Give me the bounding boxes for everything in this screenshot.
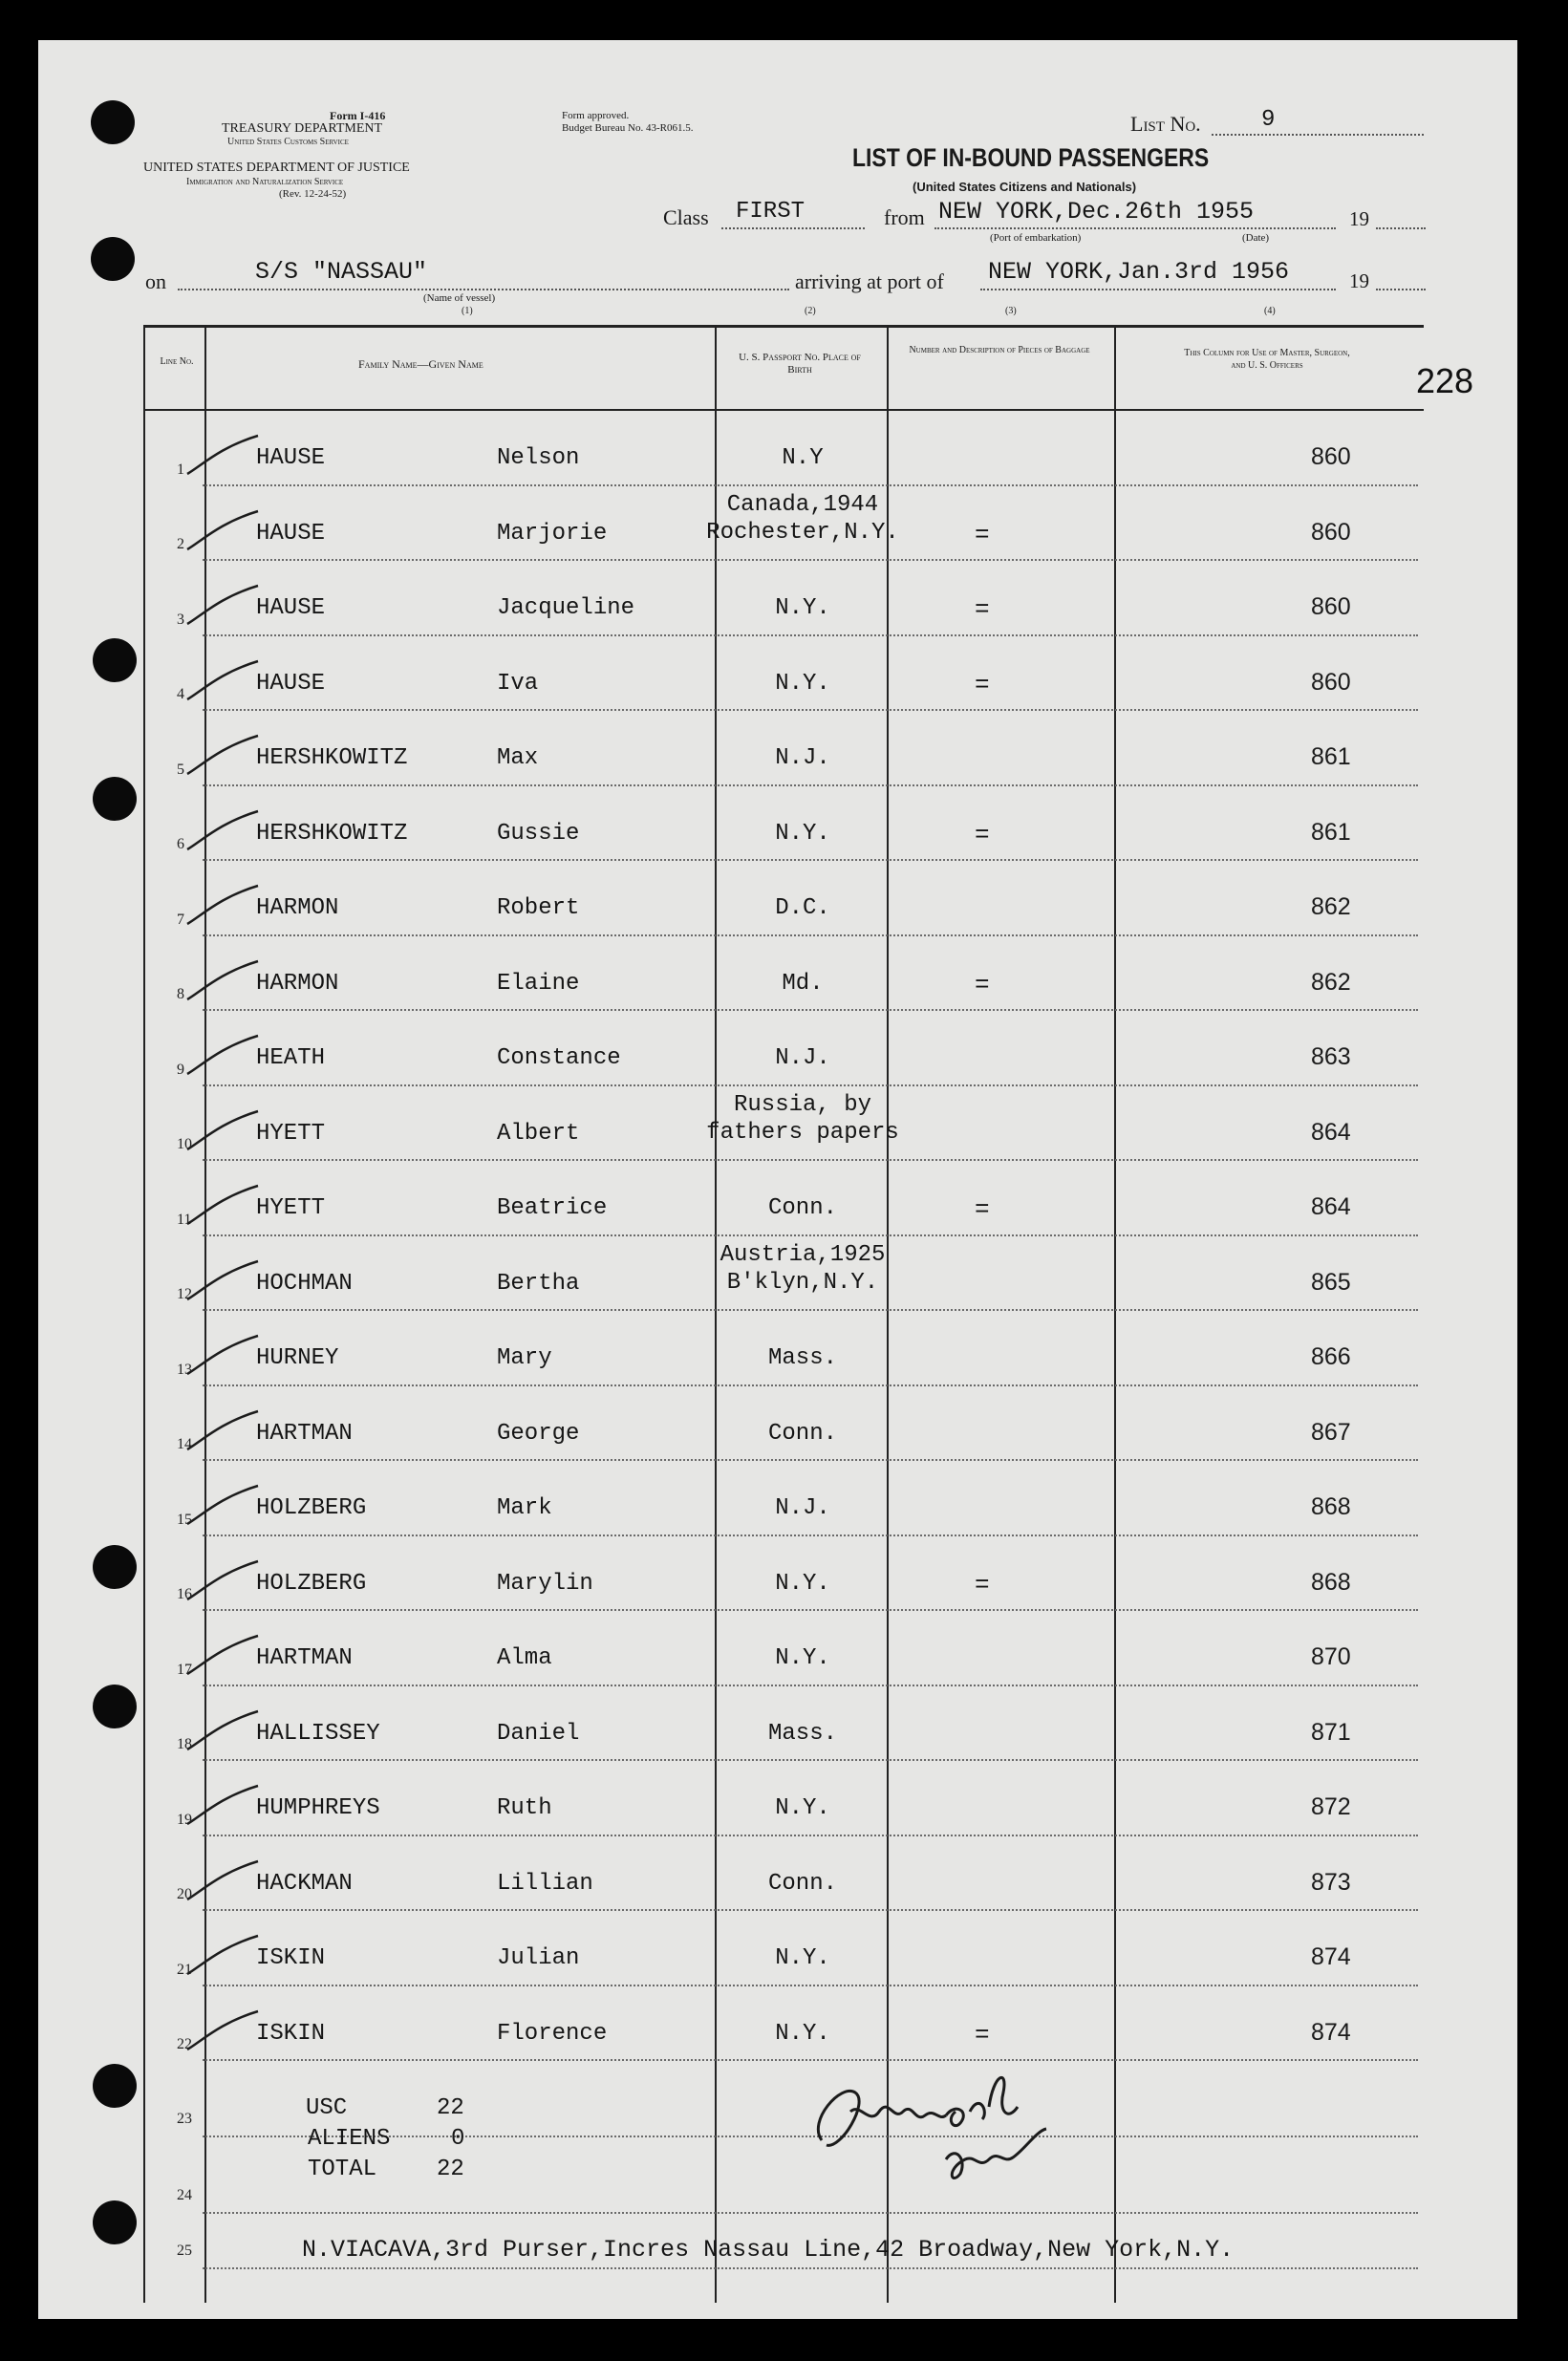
check-mark-icon [182,654,268,711]
baggage-ditto: = [975,670,990,699]
revision: (Rev. 12-24-52) [279,188,347,200]
check-mark-icon [182,1404,268,1461]
officer-code: 871 [1311,1718,1351,1746]
line-number: 24 [177,2187,192,2203]
col3-num: (3) [1005,306,1017,316]
column-divider-passport [887,328,889,2303]
row-divider [203,1685,1418,1686]
check-mark-icon [182,2004,268,2061]
family-name: HARMON [256,895,339,921]
officer-code: 865 [1311,1268,1351,1296]
usc-count: 22 [437,2095,464,2121]
baggage-ditto: = [975,970,990,999]
line-number: 25 [177,2243,192,2259]
family-name: HOLZBERG [256,1570,367,1597]
place-of-birth: Conn. [767,1870,837,1897]
given-name: George [497,1420,580,1447]
baggage-ditto: = [975,520,990,549]
given-name: Mark [497,1495,552,1521]
row-divider [203,2267,1418,2269]
baggage-ditto: = [975,1570,990,1599]
list-no-line [1212,134,1424,136]
row-divider [203,1835,1418,1836]
place-of-birth: D.C. [775,895,830,921]
family-name: HOLZBERG [256,1495,367,1521]
year-suffix-2: 19 [1349,269,1369,292]
punch-hole [93,1545,137,1589]
check-mark-icon [182,1254,268,1311]
punch-hole [93,2200,137,2244]
line-number: 10 [177,1136,192,1152]
year-line [1376,227,1426,229]
place-of-birth: Mass. [767,1345,837,1371]
from-label: from [884,205,925,229]
check-mark-icon [182,428,268,485]
aliens-label: ALIENS [308,2126,391,2152]
on-label: on [145,269,166,293]
line-number: 11 [177,1211,192,1228]
given-name: Florence [497,2020,608,2047]
given-name: Daniel [497,1720,580,1747]
line-number: 20 [177,1886,192,1902]
check-mark-icon [182,1854,268,1911]
given-name: Bertha [497,1270,580,1297]
officer-code: 872 [1311,1793,1351,1820]
line-number: 15 [177,1511,192,1528]
punch-hole [93,777,137,821]
col4-num: (4) [1264,306,1276,316]
given-name: Beatrice [497,1195,608,1221]
row-divider [203,1309,1418,1311]
row-divider [203,1985,1418,1986]
row-divider [203,709,1418,711]
check-mark-icon [182,804,268,861]
officer-code: 874 [1311,2018,1351,2046]
line-number: 17 [177,1661,192,1678]
check-mark-icon [182,728,268,785]
form-number: Form I-416 [330,109,386,122]
header-bottom-border [143,409,1424,411]
vessel-caption: (Name of vessel) [423,292,496,304]
given-name: Julian [497,1945,580,1971]
justice-label: UNITED STATES DEPARTMENT OF JUSTICE [143,161,410,175]
row-divider [203,1459,1418,1461]
baggage-ditto: = [975,1195,990,1224]
place-of-birth: N.Y. [775,1570,830,1597]
budget-bureau: Budget Bureau No. 43-R061.5. [562,122,694,134]
officer-code: 868 [1311,1493,1351,1520]
family-name: HARTMAN [256,1420,353,1447]
col-header-line-no: Line No. [160,356,194,367]
line-number: 5 [177,761,184,778]
list-no-value: 9 [1261,107,1276,133]
baggage-ditto: = [975,2020,990,2050]
arriving-label: arriving at port of [795,269,944,293]
place-of-birth: N.Y. [775,820,830,847]
officer-code: 860 [1311,593,1351,620]
officer-code: 867 [1311,1418,1351,1446]
family-name: HYETT [256,1120,326,1147]
line-number: 21 [177,1961,192,1978]
officer-code: 861 [1311,818,1351,846]
check-mark-icon [182,1554,268,1611]
place-of-birth: N.J. [775,1495,830,1521]
place-of-birth: N.Y. [775,2020,830,2047]
family-name: HAUSE [256,670,326,697]
check-mark-icon [182,1104,268,1161]
signature [803,2016,1089,2188]
aliens-count: 0 [451,2126,465,2152]
embarkation-value: NEW YORK,Dec.26th 1955 [938,198,1255,225]
customs-label: United States Customs Service [227,137,349,147]
class-value: FIRST [736,199,805,225]
place-of-birth: Canada,1944 [726,491,879,518]
table-left-border [143,325,145,2303]
check-mark-icon [182,1628,268,1685]
given-name: Ruth [497,1795,552,1821]
row-divider [203,784,1418,786]
col-header-baggage: Number and Description of Pieces of Baggage [909,345,1090,355]
col-header-officers: This Column for Use of Master, Surgeon, and U. S. Officers [1184,348,1350,371]
line-number: 22 [177,2036,192,2052]
row-divider [203,559,1418,561]
officer-code: 860 [1311,443,1351,470]
row-divider [203,1384,1418,1386]
line-number: 14 [177,1436,192,1452]
place-of-birth-line2: fathers papers [706,1119,899,1146]
from-line [934,227,1336,229]
row-divider [203,1609,1418,1611]
check-mark-icon [182,1778,268,1835]
officer-code: 873 [1311,1868,1351,1896]
line-number: 3 [177,611,184,628]
check-mark-icon [182,1328,268,1385]
given-name: Lillian [497,1870,593,1897]
page-number: 228 [1416,361,1474,400]
place-of-birth: N.Y. [775,1795,830,1821]
place-of-birth-line2: Rochester,N.Y. [706,519,899,546]
row-divider [203,1009,1418,1011]
given-name: Mary [497,1345,552,1371]
given-name: Alma [497,1645,552,1671]
given-name: Elaine [497,970,580,997]
class-line [721,227,865,229]
line-number: 16 [177,1586,192,1602]
officer-code: 861 [1311,743,1351,770]
arrival-value: NEW YORK,Jan.3rd 1956 [988,258,1290,286]
officer-code: 864 [1311,1118,1351,1146]
punch-hole [93,2064,137,2108]
row-divider [203,1759,1418,1761]
line-number: 9 [177,1061,184,1078]
officer-code: 863 [1311,1043,1351,1070]
column-divider-name [715,328,717,2303]
family-name: HAUSE [256,520,326,547]
given-name: Jacqueline [497,595,635,621]
given-name: Nelson [497,445,580,471]
check-mark-icon [182,504,268,561]
total-count: 22 [437,2157,464,2182]
family-name: HARMON [256,970,339,997]
punch-hole [93,1685,137,1728]
usc-label: USC [306,2095,348,2121]
table-top-border [143,325,1424,328]
place-of-birth-line2: B'klyn,N.Y. [726,1269,879,1296]
line-number: 19 [177,1811,192,1828]
given-name: Gussie [497,820,580,847]
check-mark-icon [182,578,268,635]
family-name: ISKIN [256,1945,326,1971]
line-number: 13 [177,1361,192,1378]
given-name: Marylin [497,1570,593,1597]
check-mark-icon [182,1478,268,1535]
footer-purser: N.VIACAVA,3rd Purser,Incres Nassau Line,42 Broadway,New York,N.Y. [302,2236,1235,2264]
family-name: HARTMAN [256,1645,353,1671]
check-mark-icon [182,1928,268,1985]
col-header-name: Family Name—Given Name [358,357,483,371]
place-of-birth: Conn. [767,1420,837,1447]
ins-label: Immigration and Naturalization Service [186,177,344,187]
line-number: 1 [177,461,184,478]
officer-code: 862 [1311,968,1351,996]
place-of-birth: Md. [782,970,824,997]
check-mark-icon [182,1028,268,1085]
place-of-birth: N.Y. [775,670,830,697]
place-of-birth: N.Y [782,445,824,471]
line-number: 7 [177,911,184,928]
given-name: Robert [497,895,580,921]
line-number: 12 [177,1286,192,1302]
vessel-num: (1) [462,306,473,316]
place-of-birth: Austria,1925 [720,1241,886,1268]
row-divider [203,1159,1418,1161]
place-of-birth: Mass. [767,1720,837,1747]
officer-code: 860 [1311,668,1351,696]
check-mark-icon [182,1178,268,1235]
given-name: Max [497,745,539,771]
given-name: Albert [497,1120,580,1147]
officer-code: 862 [1311,893,1351,920]
class-label: Class [663,205,709,229]
place-of-birth: Russia, by [733,1091,872,1118]
date-caption: (Date) [1242,232,1270,244]
place-of-birth: N.J. [775,745,830,771]
treasury-label: TREASURY DEPARTMENT [222,121,383,136]
family-name: HYETT [256,1195,326,1221]
place-of-birth: N.Y. [775,1945,830,1971]
check-mark-icon [182,878,268,935]
family-name: HERSHKOWITZ [256,745,408,771]
place-of-birth: N.J. [775,1045,830,1071]
line-number: 23 [177,2111,192,2127]
arrival-line [980,289,1336,290]
officer-code: 870 [1311,1643,1351,1670]
row-divider [203,1234,1418,1236]
check-mark-icon [182,1704,268,1761]
place-of-birth: N.Y. [775,595,830,621]
col-header-passport: U. S. Passport No. Place of Birth [739,352,861,376]
punch-hole [91,237,135,281]
document-subtitle: (United States Citizens and Nationals) [913,180,1137,194]
vessel-name: S/S "NASSAU" [255,258,428,286]
form-approved: Form approved. [562,110,630,121]
place-of-birth: Conn. [767,1195,837,1221]
family-name: HOCHMAN [256,1270,353,1297]
family-name: HAUSE [256,445,326,471]
row-divider [203,859,1418,861]
year-line-2 [1376,289,1426,290]
family-name: ISKIN [256,2020,326,2047]
col2-num: (2) [805,306,816,316]
officer-code: 868 [1311,1568,1351,1596]
port-caption: (Port of embarkation) [990,232,1082,244]
officer-code: 866 [1311,1343,1351,1370]
officer-code: 874 [1311,1943,1351,1970]
column-divider-baggage [1114,328,1116,2303]
punch-hole [91,100,135,144]
line-number: 6 [177,836,184,852]
row-divider [203,634,1418,636]
family-name: HEATH [256,1045,326,1071]
line-number: 2 [177,536,184,552]
family-name: HACKMAN [256,1870,353,1897]
baggage-ditto: = [975,820,990,849]
vessel-line [178,289,789,290]
officer-code: 864 [1311,1193,1351,1220]
place-of-birth: N.Y. [775,1645,830,1671]
officer-code: 860 [1311,518,1351,546]
year-suffix: 19 [1349,207,1369,230]
family-name: HALLISSEY [256,1720,380,1747]
document-title: LIST OF IN-BOUND PASSENGERS [852,143,1210,172]
line-number: 4 [177,686,184,702]
family-name: HAUSE [256,595,326,621]
row-divider [203,2212,1418,2214]
list-no-label: List No. [1130,112,1201,136]
family-name: HUMPHREYS [256,1795,380,1821]
row-divider [203,1909,1418,1911]
line-number: 18 [177,1736,192,1752]
baggage-ditto: = [975,595,990,624]
row-divider [203,484,1418,486]
family-name: HURNEY [256,1345,339,1371]
given-name: Marjorie [497,520,608,547]
row-divider [203,1084,1418,1086]
row-divider [203,934,1418,936]
line-number: 8 [177,986,184,1002]
total-label: TOTAL [308,2157,377,2182]
given-name: Iva [497,670,539,697]
given-name: Constance [497,1045,621,1071]
family-name: HERSHKOWITZ [256,820,408,847]
punch-hole [93,638,137,682]
check-mark-icon [182,954,268,1011]
row-divider [203,1535,1418,1536]
